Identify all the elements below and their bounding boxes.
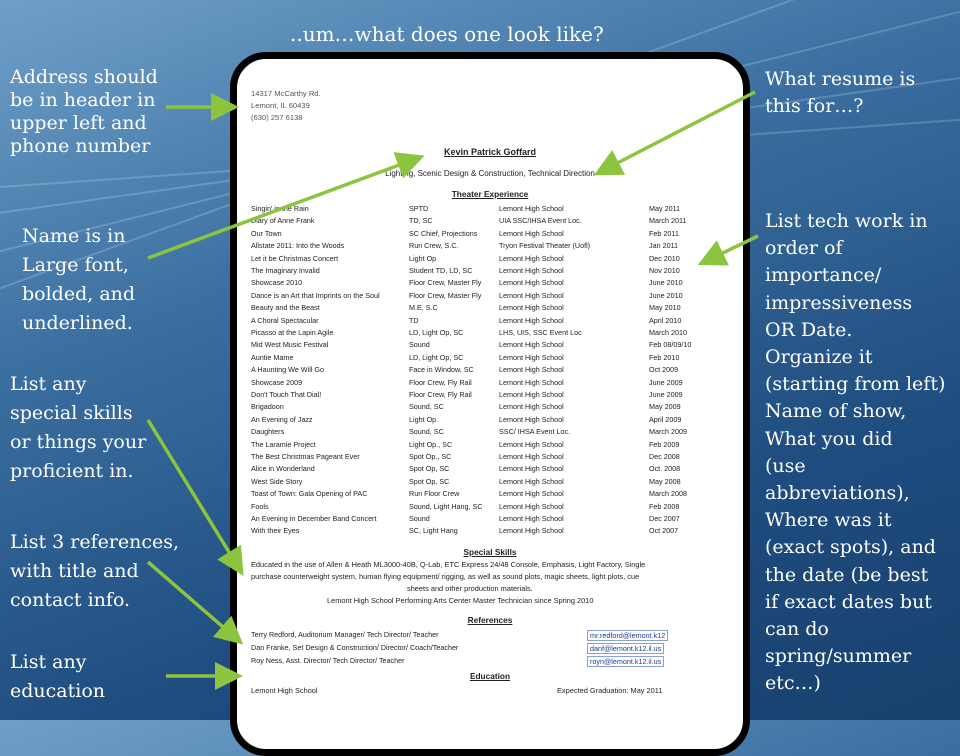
annotation-line: impressiveness [765, 291, 913, 314]
annotation-line: can do [765, 618, 829, 641]
experience-row [251, 241, 731, 251]
show-name: Auntie Mame [251, 352, 294, 362]
role: Floor Crew, Fly Rail [409, 377, 472, 387]
resume-address-line: (630) 257 6138 [251, 113, 303, 122]
annotation-line: phone number [10, 135, 151, 157]
reference-row [251, 630, 731, 639]
date: June 2010 [649, 290, 683, 300]
annotation-line: What you did [765, 427, 893, 450]
role: Run Floor Crew [409, 489, 460, 499]
references-heading: References [467, 615, 513, 625]
annotation-line: Organize it [765, 346, 873, 369]
experience-row [251, 328, 731, 338]
annotation-line: be in header in [10, 89, 156, 111]
date: March 2010 [649, 328, 687, 337]
annotation-references [10, 528, 179, 615]
experience-row [251, 229, 731, 239]
role: Student TD, LD, SC [409, 266, 473, 275]
date: Dec 2010 [649, 253, 680, 263]
role: Sound [409, 340, 430, 350]
reference-text: Dan Franke, Set Design & Construction/ Director/ Coach/Teacher [251, 643, 459, 652]
annotation-line: order of [765, 237, 843, 260]
role: SC, Light Hang [409, 526, 458, 536]
annotation-line: this for…? [765, 95, 864, 117]
show-name: Daughters [251, 427, 285, 437]
date: May 2011 [649, 204, 681, 213]
annotation-line: OR Date. [765, 318, 853, 341]
experience-row [251, 316, 731, 326]
show-name: West Side Story [251, 476, 303, 486]
venue: Lemont High School [499, 526, 564, 536]
annotation-line: (exact spots), and [765, 536, 936, 559]
date: June 2009 [649, 377, 683, 387]
special-skills-heading: Special Skills [463, 547, 517, 557]
role: Face in Window, SC [409, 365, 474, 375]
venue: Lemont High School [499, 501, 564, 511]
venue: Tryon Festival Theater (Uofl) [499, 241, 591, 251]
role: Sound, SC [409, 402, 444, 412]
date: May 2009 [649, 402, 681, 412]
venue: Lemont High School [499, 402, 564, 412]
date: Oct 2007 [649, 526, 679, 536]
education-school: Lemont High School [251, 686, 318, 695]
show-name: Diary of Anne Frank [251, 216, 315, 226]
venue: SSC/ IHSA Event Loc. [499, 427, 571, 437]
show-name: A Choral Spectacular [251, 315, 319, 325]
show-name: Toast of Town: Gala Opening of PAC [251, 489, 368, 499]
annotation-line: education [10, 680, 105, 702]
date: June 2010 [649, 278, 683, 288]
date: March 2011 [649, 216, 687, 226]
annotation-line: underlined. [22, 312, 133, 334]
annotation-line: or things your [10, 431, 147, 453]
show-name: Showcase 2010 [251, 278, 303, 288]
show-name: The Laramie Project [251, 439, 316, 449]
venue: Lemont High School [499, 266, 564, 275]
annotation-line: List any [10, 373, 87, 395]
experience-row [251, 502, 731, 512]
resume-address-line: 14317 McCarthy Rd. [251, 89, 321, 98]
role: SPTD [409, 204, 429, 213]
reference-email-link[interactable]: mr.redford@lemont.k12 [587, 630, 668, 641]
show-name: A Haunting We Will Go [251, 365, 324, 375]
annotation-line: (use [765, 454, 806, 477]
experience-row [251, 427, 731, 437]
role: Light Op. [409, 414, 439, 424]
annotation-line: with title and [10, 560, 139, 582]
annotation-line: bolded, and [22, 283, 136, 305]
date: Dec 2008 [649, 452, 680, 461]
experience-row [251, 477, 731, 487]
date: May 2010 [649, 303, 681, 313]
show-name: Dance is an Art that Imprints on the Soul [251, 290, 380, 300]
venue: Lemont High School [499, 204, 564, 213]
show-name: Picasso at the Lapin Agile [251, 328, 334, 337]
annotation-line: Address should [10, 66, 158, 88]
role: SC Chief, Projections [409, 228, 478, 238]
venue: Lemont High School [499, 377, 564, 387]
experience-row [251, 365, 731, 375]
reference-row [251, 643, 731, 652]
role: Sound, Light Hang, SC [409, 501, 483, 511]
theater-experience-heading: Theater Experience [451, 189, 529, 199]
annotation-line: What resume is [765, 68, 916, 90]
annotation-address [10, 66, 158, 158]
annotation-line: if exact dates but [765, 590, 932, 613]
date: Oct. 2008 [649, 464, 681, 474]
show-name: The Imaginary Invalid [251, 266, 320, 275]
venue: Lemont High School [499, 290, 564, 300]
venue: Lemont High School [499, 253, 564, 263]
annotation-tech-work [765, 208, 945, 698]
role: Floor Crew, Master Fly [409, 278, 482, 288]
show-name: Alice in Wonderland [251, 464, 315, 474]
annotation-line: List tech work in [765, 210, 928, 232]
reference-text: Terry Redford, Auditorium Manager/ Tech Director/ Teacher [251, 630, 439, 639]
date: Feb 2008 [649, 501, 680, 511]
skills-line: purchase counterweight system, human flying equipment/ rigging, as well as sound plots, magic sheets, light plots, cue [251, 572, 640, 581]
date: Dec 2007 [649, 514, 680, 523]
education-graduation: Expected Graduation: May 2011 [557, 686, 663, 695]
experience-row [251, 390, 731, 400]
show-name: The Best Christmas Pageant Ever [251, 452, 360, 461]
show-name: Beauty and the Beast [251, 303, 320, 313]
venue: Lemont High School [499, 452, 564, 461]
venue: Lemont High School [499, 228, 564, 238]
role: LD, Light Op, SC [409, 352, 464, 362]
role: Light Op., SC [409, 439, 453, 449]
venue: Lemont High School [499, 278, 564, 288]
venue: Lemont High School [499, 476, 564, 486]
annotation-line: Name of show, [765, 400, 907, 423]
venue: Lemont High School [499, 315, 564, 325]
role: LD, Light Op, SC [409, 328, 464, 337]
date: Feb 2009 [649, 439, 680, 449]
role: TD, SC [409, 216, 433, 226]
date: Feb 2011 [649, 228, 679, 238]
skills-line: sheets and other production materials. [407, 584, 533, 593]
date: June 2009 [649, 390, 683, 399]
resume-document [230, 52, 750, 756]
role: TD [409, 315, 419, 325]
venue: Lemont High School [499, 464, 564, 474]
show-name: Brigadoon [251, 402, 284, 412]
role: Floor Crew, Master Fly [409, 290, 482, 300]
experience-row [251, 278, 731, 288]
role: Floor Crew, Fly Rail [409, 390, 472, 399]
date: Jan 2011 [649, 241, 679, 251]
role: Run Crew, S.C. [409, 241, 459, 251]
annotation-line: Where was it [765, 509, 892, 532]
date: April 2010 [649, 315, 682, 325]
resume-name: Kevin Patrick Goffard [443, 147, 537, 157]
experience-row [251, 204, 731, 214]
show-name: Fools [251, 501, 269, 511]
date: Feb 2010 [649, 352, 680, 362]
annotation-line: etc…) [765, 672, 821, 695]
show-name: Singin' in the Rain [251, 204, 309, 213]
annotation-line: upper left and [10, 112, 147, 134]
annotation-line: List any [10, 651, 87, 673]
reference-email-link[interactable]: royn@lemont.k12.il.us [587, 656, 664, 667]
reference-text: Roy Ness, Asst. Director/ Tech Director/ Teacher [251, 656, 405, 665]
date: May 2008 [649, 476, 681, 486]
experience-row [251, 464, 731, 474]
venue: Lemont High School [499, 489, 564, 499]
show-name: Our Town [251, 228, 282, 238]
annotation-line: contact info. [10, 589, 131, 611]
experience-row [251, 402, 731, 412]
experience-row [251, 440, 731, 450]
date: March 2008 [649, 489, 687, 499]
experience-row [251, 303, 731, 313]
show-name: With their Eyes [251, 526, 300, 536]
experience-row [251, 378, 731, 388]
venue: LHS, UIS, SSC Event Loc [499, 328, 582, 337]
show-name: An Evening in December Band Concert [251, 514, 377, 523]
venue: Lemont High School [499, 390, 564, 399]
skills-line: Educated in the use of Allen & Heath ML3000-40B, Q-Lab, ETC Express 24/48 Console, Emphasis, Light Factory, Single [251, 560, 646, 569]
annotation-skills [10, 370, 146, 486]
reference-row [251, 656, 731, 665]
venue: Lemont High School [499, 514, 564, 523]
experience-row [251, 340, 731, 350]
resume-subtitle: Lighting, Scenic Design & Construction, Technical Direction [385, 169, 595, 178]
venue: Lemont High School [499, 352, 564, 362]
annotation-line: List 3 references, [10, 531, 180, 553]
resume-address-line: Lemont, IL 60439 [251, 101, 310, 110]
experience-row [251, 514, 731, 524]
skills-line: Lemont High School Performing Arts Center Master Technician since Spring 2010 [327, 596, 594, 605]
venue: UIA SSC/IHSA Event Loc. [499, 216, 582, 226]
annotation-education [10, 648, 105, 706]
venue: Lemont High School [499, 365, 564, 375]
role: Spot Op, SC [409, 464, 450, 474]
show-name: Allstate 2011: Into the Woods [251, 241, 345, 251]
annotation-line: (starting from left) [765, 373, 946, 396]
experience-row [251, 254, 731, 264]
role: Sound [409, 514, 430, 523]
experience-row [251, 266, 731, 276]
education-heading: Education [469, 671, 511, 681]
annotation-line: special skills [10, 402, 133, 424]
venue: Lemont High School [499, 340, 564, 350]
annotation-line: spring/summer [765, 645, 912, 668]
role: M.E, S.C [409, 303, 438, 313]
role: Light Op [409, 253, 437, 263]
show-name: Showcase 2009 [251, 377, 303, 387]
experience-row [251, 216, 731, 226]
annotation-name [22, 222, 135, 338]
show-name: Mid West Music Festival [251, 340, 329, 350]
slide-title: ..um…what does one look like? [290, 22, 604, 46]
experience-row [251, 489, 731, 499]
venue: Lemont High School [499, 303, 564, 313]
role: Spot Op, SC [409, 476, 450, 486]
date: Feb 08/09/10 [649, 340, 692, 350]
show-name: An Evening of Jazz [251, 414, 313, 424]
reference-email-link[interactable]: danf@lemont.k12.il.us [587, 643, 664, 654]
experience-row [251, 291, 731, 301]
venue: Lemont High School [499, 414, 564, 424]
experience-row [251, 526, 731, 536]
experience-row [251, 415, 731, 425]
role: Spot Op., SC [409, 452, 452, 461]
annotation-line: importance/ [765, 264, 882, 287]
experience-row [251, 452, 731, 462]
annotation-line: Name is in [22, 225, 126, 247]
show-name: Don't Touch That Dial! [251, 390, 322, 399]
venue: Lemont High School [499, 439, 564, 449]
show-name: Let it be Christmas Concert [251, 253, 339, 263]
experience-row [251, 353, 731, 363]
date: March 2009 [649, 427, 687, 437]
annotation-line: the date (be best [765, 563, 929, 586]
annotation-line: proficient in. [10, 460, 134, 482]
annotation-resume-for [765, 66, 915, 120]
annotation-line: abbreviations), [765, 482, 910, 505]
date: Nov 2010 [649, 266, 680, 275]
date: Oct 2009 [649, 365, 679, 375]
date: April 2009 [649, 414, 682, 424]
role: Sound, SC [409, 427, 444, 437]
annotation-line: Large font, [22, 254, 129, 276]
